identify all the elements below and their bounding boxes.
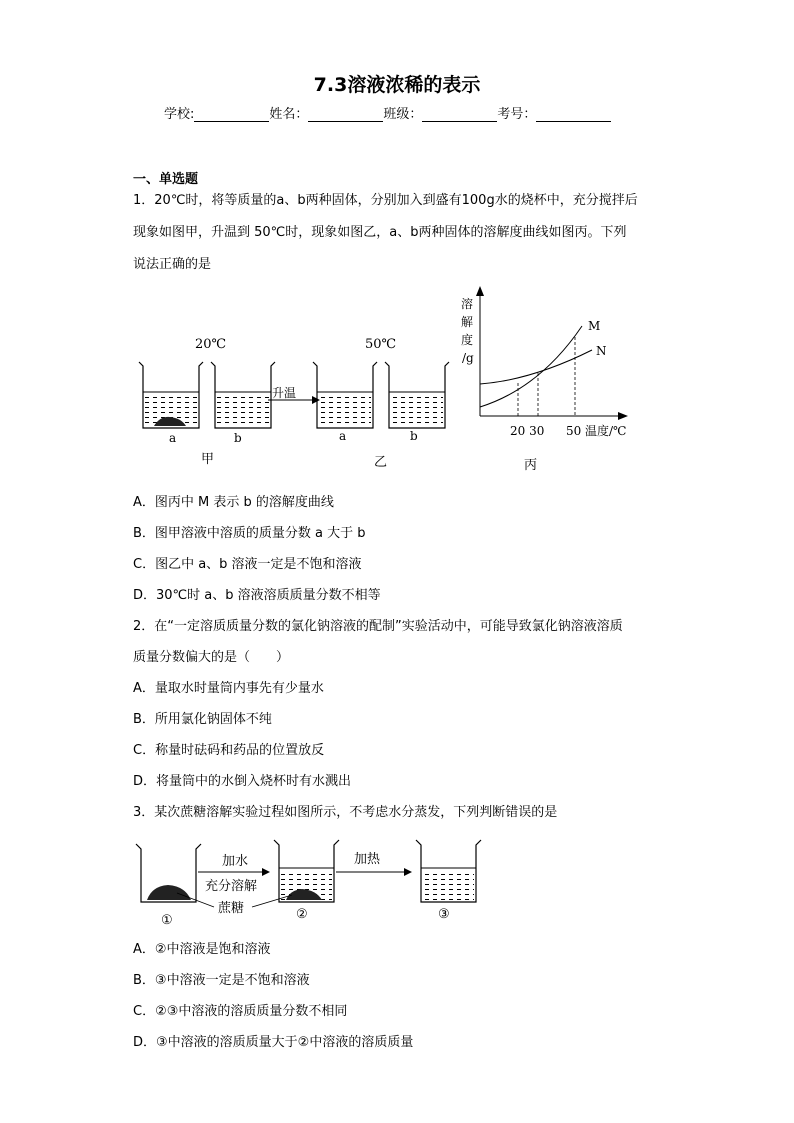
sugar-pointer-2 <box>252 895 292 907</box>
add-water-label: 加水 <box>222 854 249 869</box>
name-label: 姓名： <box>269 107 309 122</box>
student-info-row <box>164 103 611 122</box>
number-label: 考号： <box>497 107 537 122</box>
temp-50-label: 50℃ <box>365 337 397 352</box>
curve-M <box>480 326 582 407</box>
xtick-20-30: 20 30 <box>510 424 545 438</box>
q1-option-d[interactable]: D．30℃时 a、b 溶液溶质质量分数不相等 <box>133 588 381 603</box>
q3-figure <box>0 832 794 932</box>
q1-line-1: 1．20℃时，将等质量的a、b两种固体，分别加入到盛有100g水的烧杯中，充分搅拌后 <box>133 193 638 208</box>
q1-line-2: 现象如图甲，升温到 50℃时，现象如图乙，a、b两种固体的溶解度曲线如图丙。下列 <box>133 225 627 240</box>
q2-line-2: 质量分数偏大的是（ ） <box>133 650 290 665</box>
beaker-yi-b <box>385 362 449 428</box>
y-axis-arrow <box>476 286 484 296</box>
beaker-1-number: ① <box>161 913 173 928</box>
dissolve-label: 充分溶解 <box>205 879 258 894</box>
beaker-3 <box>416 840 481 902</box>
heat-arrow-head <box>312 396 320 404</box>
label-a-yi: a <box>339 429 347 443</box>
label-b-yi: b <box>410 429 418 443</box>
q3-option-a[interactable]: A．②中溶液是饱和溶液 <box>133 942 271 957</box>
q2-option-b[interactable]: B．所用氯化钠固体不纯 <box>133 712 272 727</box>
ylabel-char-4: /g <box>462 351 474 365</box>
beaker-1 <box>136 844 201 902</box>
label-yi: 乙 <box>374 455 388 470</box>
arrow-2-head <box>404 868 412 876</box>
ylabel-char-2: 解 <box>461 315 474 329</box>
q3-option-d[interactable]: D．③中溶液的溶质质量大于②中溶液的溶质质量 <box>133 1035 414 1050</box>
beaker-yi-a <box>313 362 377 428</box>
section-heading: 一、单选题 <box>133 172 199 187</box>
q1-figure <box>0 280 794 480</box>
heat-label: 加热 <box>354 852 381 867</box>
beaker-2 <box>274 840 339 902</box>
name-field[interactable] <box>308 107 383 122</box>
sugar-pile-1 <box>147 885 191 900</box>
label-jia: 甲 <box>201 452 215 467</box>
class-label: 班级： <box>383 107 423 122</box>
q1-option-c[interactable]: C．图乙中 a、b 溶液一定是不饱和溶液 <box>133 557 362 572</box>
q3-line-1: 3．某次蔗糖溶解实验过程如图所示，不考虑水分蒸发，下列判断错误的是 <box>133 805 558 820</box>
beaker-3-number: ③ <box>438 907 450 922</box>
label-a-jia: a <box>169 431 177 445</box>
curve-M-label: M <box>588 319 601 333</box>
school-label: 学校: <box>164 107 195 122</box>
q2-option-c[interactable]: C．称量时砝码和药品的位置放反 <box>133 743 325 758</box>
beaker-2-number: ② <box>296 907 308 922</box>
ylabel-char-3: 度 <box>461 333 474 347</box>
temp-20-label: 20℃ <box>195 337 227 352</box>
q3-option-c[interactable]: C．②③中溶液的溶质质量分数不相同 <box>133 1004 348 1019</box>
number-field[interactable] <box>536 107 611 122</box>
ylabel-char-1: 溶 <box>461 297 474 311</box>
arrow-1-head <box>262 868 270 876</box>
q1-line-3: 说法正确的是 <box>133 257 212 272</box>
beaker-jia-b <box>211 362 275 428</box>
class-field[interactable] <box>422 107 497 122</box>
beaker-jia-a <box>139 362 203 428</box>
xtick-50: 50 <box>566 424 582 438</box>
x-axis-arrow <box>618 412 628 420</box>
solubility-chart <box>461 286 628 438</box>
sugar-label: 蔗糖 <box>218 901 245 916</box>
heat-arrow-label: 升温 <box>272 386 297 400</box>
q1-option-a[interactable]: A．图丙中 M 表示 b 的溶解度曲线 <box>133 495 334 510</box>
q2-line-1: 2．在“一定溶质质量分数的氯化钠溶液的配制”实验活动中，可能导致氯化钠溶液溶质 <box>133 619 623 634</box>
q2-option-d[interactable]: D．将量筒中的水倒入烧杯时有水溅出 <box>133 774 352 789</box>
page-title: 7.3溶液浓稀的表示 <box>313 74 481 96</box>
curve-N-label: N <box>596 344 607 358</box>
q2-option-a[interactable]: A．量取水时量筒内事先有少量水 <box>133 681 324 696</box>
q3-option-b[interactable]: B．③中溶液一定是不饱和溶液 <box>133 973 310 988</box>
label-b-jia: b <box>234 431 242 445</box>
label-bing: 丙 <box>524 458 538 473</box>
x-axis-label: 温度/℃ <box>585 424 627 438</box>
q1-option-b[interactable]: B．图甲溶液中溶质的质量分数 a 大于 b <box>133 526 366 541</box>
school-field[interactable] <box>194 107 269 122</box>
